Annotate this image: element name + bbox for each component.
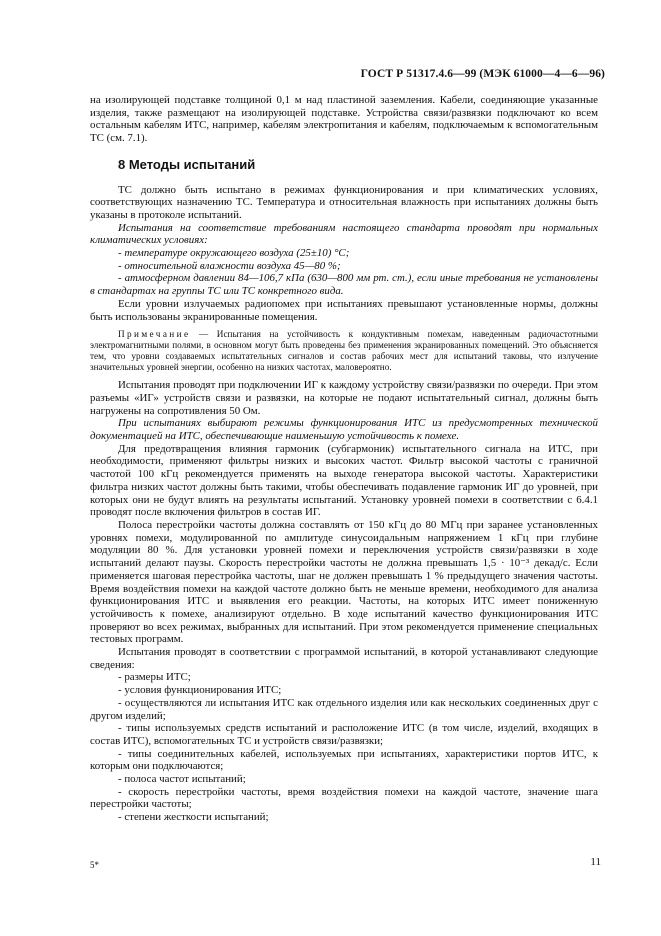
list-item: - типы соединительных кабелей, используемых при испытаниях, характеристики портов ИТС, к которым они подключаются; [90, 747, 598, 773]
list-item: - условия функционирования ИТС; [118, 684, 282, 697]
paragraph-program: Испытания проводят в соответствии с программой испытаний, в которой устанавливают следующие сведения: [90, 646, 598, 671]
paragraph-shielded-rooms: Если уровни излучаемых радиопомех при испытаниях превышают установленные нормы, должны быть использованы экранированные помещения. [90, 297, 598, 323]
list-item-humidity: - относительной влажности воздуха 45—80 %; [118, 259, 341, 272]
list-item: - размеры ИТС; [118, 671, 191, 684]
list-item: - типы используемых средств испытаний и расположение ИТС (в том числе, изделий, входящих в состав ИТС), вспомогательных ТС и устройств связи/развязки; [90, 722, 598, 747]
section-heading: 8 Методы испытаний [118, 156, 256, 172]
page-number: 11 [590, 856, 601, 868]
paragraph-conditions: ТС должно быть испытано в режимах функционирования и при климатических условиях, соответствующих назначению ТС. Температура и относительная влажность при испытаниях должны быть указаны в протоколе испытаний. [90, 183, 598, 221]
page-content [90, 94, 598, 824]
document-code-header: ГОСТ Р 51317.4.6—99 (МЭК 61000—4—6—96) [360, 68, 605, 80]
paragraph-frequency-sweep: Полоса перестройки частоты должна составлять от 150 кГц до 80 МГц при заранее установленных уровнях помехи, модулированной по амплитуде синусоидальным напряжением 1 кГц при глубине модуляции 80 %. Для установки уровней помехи и переключения устройств связи/развязки в ходе испытаний делают паузы. Скорость перестройки частоты не должна превышать 1,5 · 10⁻³ декад/с. Если применяется шаговая перестройка частоты, шаг не должен превышать 1 % предыдущего значения частоты. Время воздействия помехи на каждой частоте должно быть не меньше времени, необходимого для анализа функционирования ИТС и выявления его реакции. Частоты, на которых ИТС имеет пониженную устойчивость к помехе, анализируют отдельно. В ходе испытаний качество функционирования ИТС проверяют во всех режимах, выбранных для испытаний. При этом рекомендуется применение специальных тестовых программ. [90, 518, 598, 646]
paragraph-climate-intro: Испытания на соответствие требованиям настоящего стандарта проводят при нормальных климатических условиях: [90, 221, 598, 247]
note-label: Примечание [118, 329, 191, 340]
note-block [90, 329, 598, 373]
list-item: - скорость перестройки частоты, время воздействия помехи на каждой частоте, значение шага перестройки частоты; [90, 785, 598, 811]
paragraph-filters: Для предотвращения влияния гармоник (субгармоник) испытательного сигнала на ИТС, при необходимости, применяют фильтры низких и высоких частот. Фильтр высокой частоты с граничной частотой 100 кГц рекомендуется применять на выходе генератора высокой частоты. Характеристики фильтра низких частот должны быть такими, чтобы обеспечивать подавление гармоник ИГ до уровней, при которых они не будут влиять на результаты испытаний. Установку уровней помехи в соответствии с 6.4.1 проводят после включения фильтров в состав ИГ. [90, 442, 598, 519]
list-item: - осуществляются ли испытания ИТС как отдельного изделия или как нескольких соединенных друг с другом изделий; [90, 696, 598, 722]
note-text: — Испытания на устойчивость к кондуктивным помехам, наведенным радиочастотными электромагнитными полями, в основном могут быть проведены без применения экранированных помещений. Это объясняется тем, что уровни создаваемых испытательных сигналов и состав рабочих мест для испытаний таковы, что излучение значительных уровней энергии, особенно на низких частотах, маловероятно. [90, 329, 598, 373]
list-item: - полоса частот испытаний; [118, 773, 246, 786]
intro-paragraph: на изолирующей подставке толщиной 0,1 м над пластиной заземления. Кабели, соединяющие указанные изделия, также размещают на изолирующей подставке. Устройства связи/развязки подключают ко всем остальным кабелям ИТС, например, кабелям электропитания и кабелям, подключаемым к вспомогательным ТС (см. 7.1). [90, 94, 598, 145]
paragraph-connection: Испытания проводят при подключении ИГ к каждому устройству связи/развязки по очереди. При этом разъемы «ИГ» устройств связи и развязки, на которые не подают испытательный сигнал, должны быть нагружены на сопротивления 50 Ом. [90, 379, 598, 417]
list-item: - степени жесткости испытаний; [118, 811, 269, 824]
list-item-temperature: - температуре окружающего воздуха (25±10) °С; [118, 247, 350, 260]
list-item-pressure: - атмосферном давлении 84—106,7 кПа (630—800 мм рт. ст.), если иные требования не установлены в стандартах на группы ТС или ТС конкретного вида. [90, 272, 598, 298]
paragraph-modes: При испытаниях выбирают режимы функционирования ИТС из предусмотренных технической документацией на ИТС, обеспечивающие наименьшую устойчивость к помехе. [90, 417, 598, 443]
signature-mark: 5* [90, 860, 99, 870]
